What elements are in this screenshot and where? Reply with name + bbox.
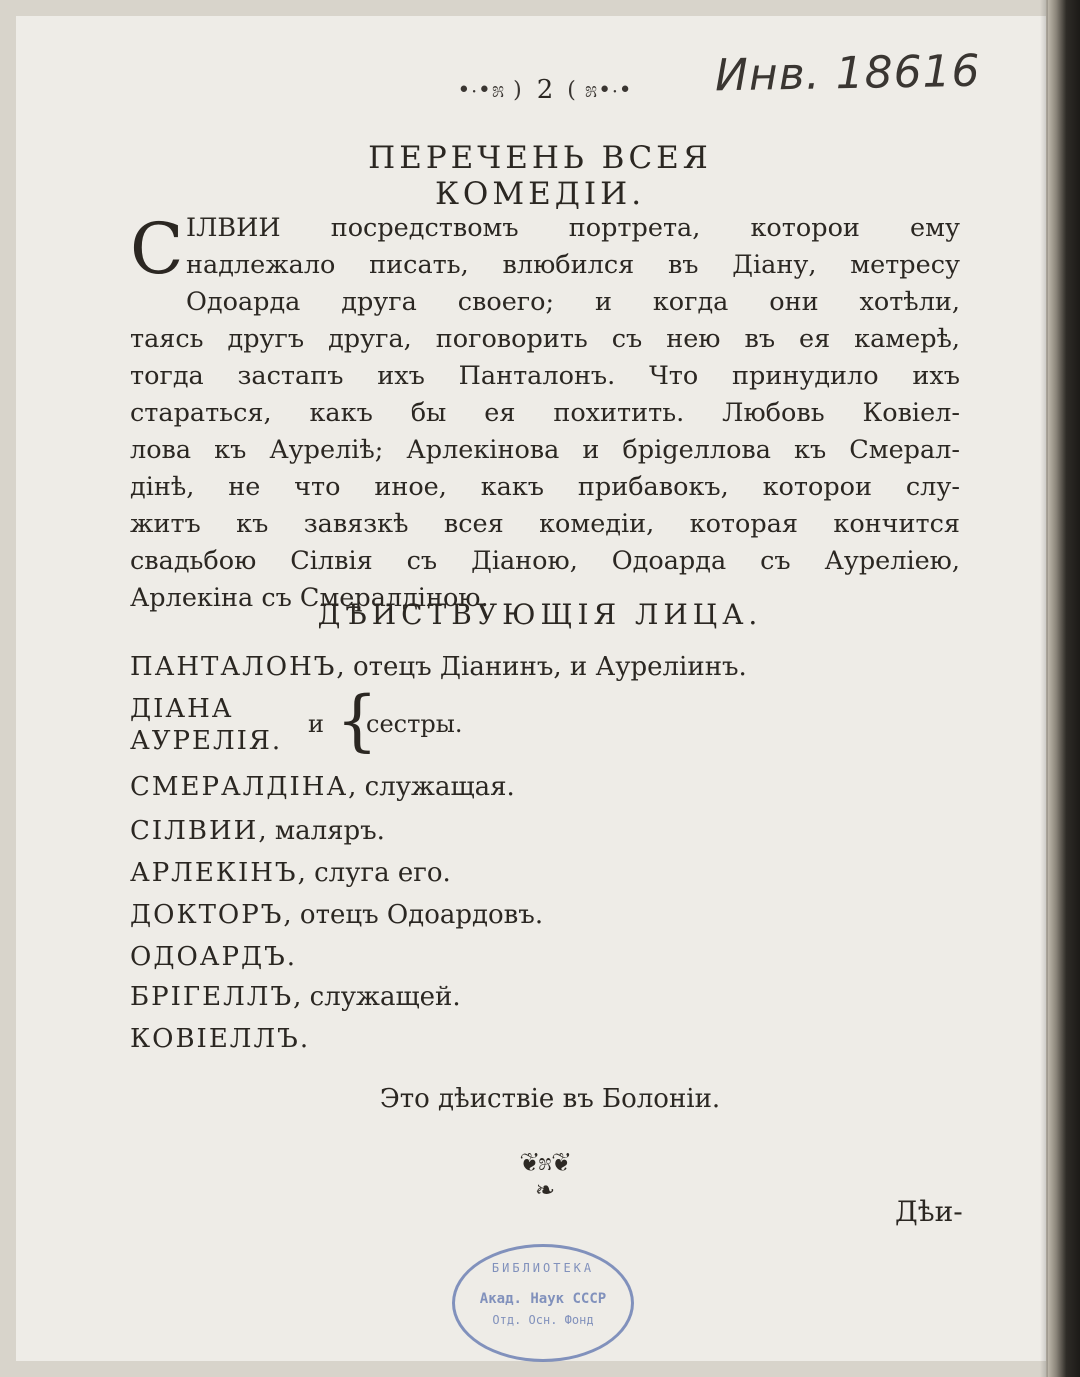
page-number: 2 bbox=[536, 75, 554, 105]
page-title: ПЕРЕЧЕНЬ ВСЕЯ КОМЕДІИ. bbox=[368, 140, 712, 212]
cast-desc: , служащей. bbox=[293, 982, 461, 1012]
cast-entry-koviell bbox=[130, 1024, 310, 1054]
ornament-icon bbox=[470, 1148, 620, 1204]
summary-paragraph bbox=[130, 210, 960, 617]
ornament-right-icon: ( ೫•‧• bbox=[567, 77, 633, 103]
cast-entry-pantalon bbox=[130, 652, 747, 682]
cast-entry-odoard bbox=[130, 942, 297, 972]
cast-desc: , отецъ Діанинъ, и Ауреліинъ. bbox=[336, 652, 747, 682]
cast-name: ДІАНА bbox=[130, 694, 234, 724]
summary-line: лова къ Ауреліѣ; Арлекінова и бріgеллова къ Смерал- bbox=[130, 435, 960, 465]
stamp-line: Акад. Наук СССР bbox=[479, 1291, 607, 1307]
cast-entry-brigell bbox=[130, 982, 461, 1012]
summary-line: житъ къ завязкѣ всея комедіи, которая кончится bbox=[130, 509, 960, 539]
stamp-line: БИБЛИОТЕКА bbox=[491, 1261, 595, 1275]
cast-name: ДОКТОРЪ bbox=[130, 900, 284, 930]
cast-name: АУРЕЛІЯ. bbox=[130, 726, 283, 756]
cast-name: БРІГЕЛЛЪ bbox=[130, 982, 294, 1012]
cast-name: ОДОАРДЪ. bbox=[130, 942, 298, 972]
cast-desc: , слуга его. bbox=[297, 858, 451, 888]
cast-heading: ДѢИСТВУЮЩІЯ ЛИЦА. bbox=[317, 598, 763, 631]
stamp-line: Отд. Осн. Фонд bbox=[492, 1313, 594, 1327]
library-stamp bbox=[452, 1244, 634, 1362]
cast-entry-doktor bbox=[130, 900, 543, 930]
page-header bbox=[420, 70, 670, 110]
summary-line: свадьбою Сілвія съ Діаною, Одоарда съ Ауреліею, bbox=[130, 546, 960, 576]
ornament-top: ❦೫❦ bbox=[520, 1148, 570, 1176]
cast-desc: , отецъ Одоардовъ. bbox=[283, 900, 544, 930]
ornament-left-icon: •‧•೫ ) bbox=[457, 77, 523, 103]
summary-line: Одоарда друга своего; и когда они хотѣли, bbox=[186, 287, 960, 317]
summary-line: Арлекіна съ Смералдіною. bbox=[130, 583, 489, 613]
cast-desc: сестры. bbox=[366, 710, 463, 738]
cast-entry-arlekin bbox=[130, 858, 451, 888]
cast-conjunction: и bbox=[308, 710, 324, 738]
ornament-bottom: ❧ bbox=[534, 1176, 556, 1204]
cast-desc: , служащая. bbox=[348, 772, 515, 802]
cast-entry-sisters bbox=[130, 682, 550, 760]
summary-line: надлежало писать, влюбился въ Діану, метресу bbox=[186, 250, 960, 280]
inventory-mark: Инв. 18616 bbox=[714, 45, 981, 102]
drop-cap: С bbox=[130, 208, 184, 290]
cast-name: СМЕРАЛДІНА bbox=[130, 772, 349, 802]
cast-entry-smeraldina bbox=[130, 772, 515, 802]
summary-line: таясь другъ друга, поговорить съ нею въ ея камерѣ, bbox=[130, 324, 960, 354]
summary-line: стараться, какъ бы ея похитить. Любовь Ковіел- bbox=[130, 398, 960, 428]
cast-name: ПАНТАЛОНЪ bbox=[130, 652, 337, 682]
summary-line: ІЛВИИ посредствомъ портрета, которои ему bbox=[186, 213, 960, 243]
cast-name: КОВІЕЛЛЪ. bbox=[130, 1024, 311, 1054]
book-spine bbox=[1046, 0, 1080, 1377]
setting-line: Это дѣиствіе въ Болоніи. bbox=[379, 1084, 721, 1114]
cast-name: АРЛЕКІНЪ bbox=[130, 858, 298, 888]
catchword: Дѣи- bbox=[895, 1195, 963, 1228]
cast-entry-silvii bbox=[130, 816, 385, 846]
summary-line: тогда застапъ ихъ Панталонъ. Что принудило ихъ bbox=[130, 361, 960, 391]
cast-desc: , маляръ. bbox=[258, 816, 385, 846]
gutter-shadow bbox=[1040, 0, 1048, 1377]
summary-line: дінѣ, не что иное, какъ прибавокъ, которои слу- bbox=[130, 472, 960, 502]
cast-name: СІЛВИИ bbox=[130, 816, 259, 846]
curly-brace-icon: { bbox=[336, 682, 378, 759]
